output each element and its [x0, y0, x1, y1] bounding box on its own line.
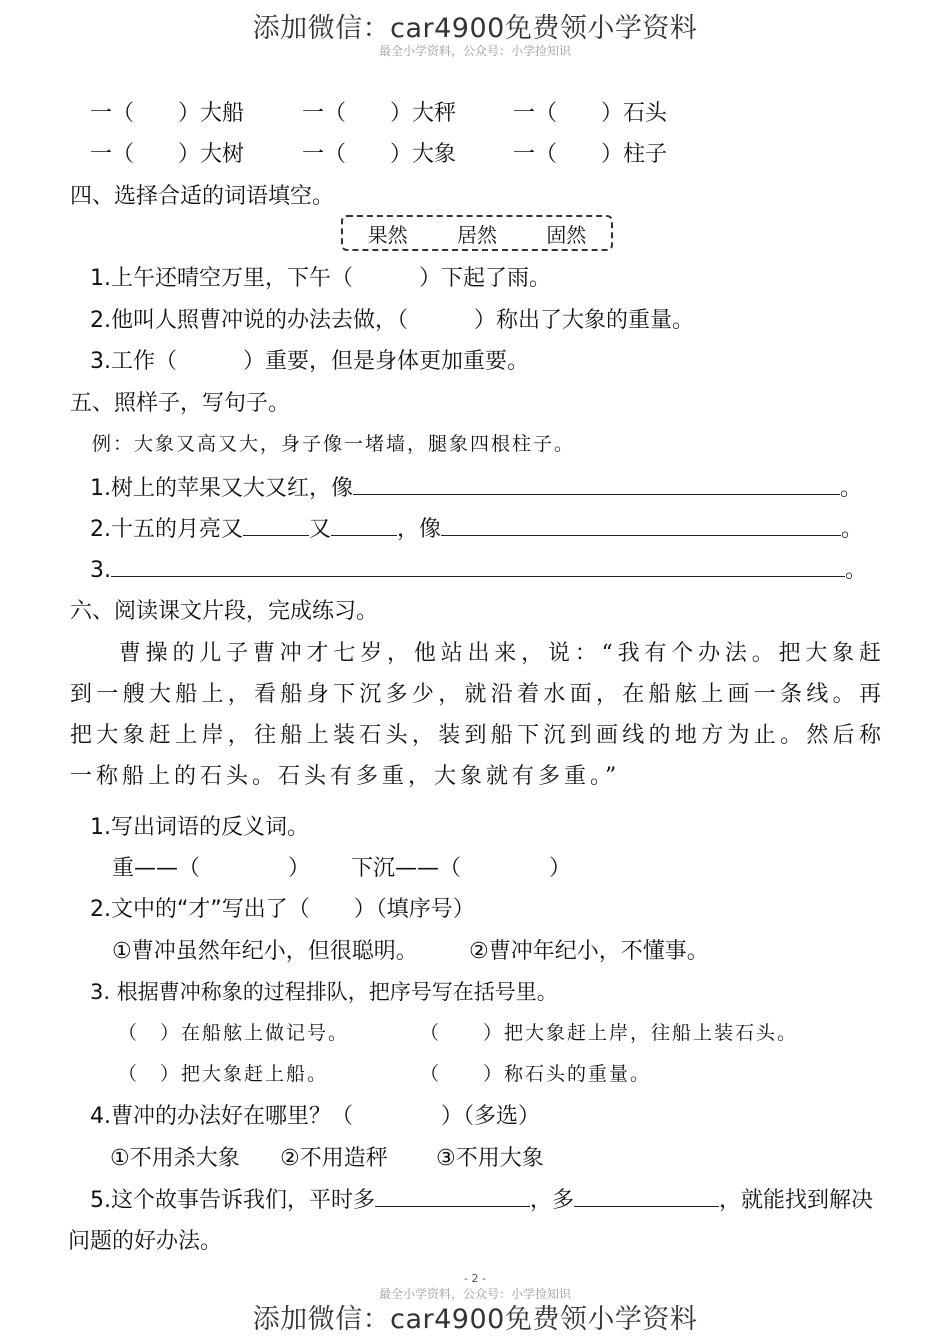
- s6-q1-a: 重——（ ）: [112, 856, 311, 881]
- s6-q3-c: （ ）把大象赶上船。: [118, 1063, 329, 1085]
- answer-line[interactable]: [574, 1186, 719, 1207]
- section-5-title: 五、照样子，写句子。: [70, 391, 291, 416]
- word-choice-3: 固然: [546, 222, 587, 247]
- s4-item-3: 3.工作（ ）重要，但是身体更加重要。: [90, 349, 529, 374]
- s5-item-3: [90, 553, 867, 584]
- measure-word-5: 一（ ）大象: [302, 142, 457, 167]
- footer-faint-text: 最全小学资料，公众号：小学捡知识: [378, 1287, 571, 1301]
- s5-item-1: [90, 471, 862, 502]
- page-number: - 2 -: [464, 1272, 486, 1285]
- s6-q2-option-1: ①曹冲虽然年纪小，但很聪明。: [112, 939, 418, 964]
- s6-q1-b: 下沉——（ ）: [351, 856, 572, 881]
- answer-line[interactable]: [243, 515, 309, 536]
- s6-q3-a: （ ）在船舷上做记号。: [118, 1022, 350, 1044]
- s6-q5-text-a: 5.这个故事告诉我们，平时多: [90, 1188, 375, 1213]
- s5-item-2-text-a: 2.十五的月亮又: [90, 517, 243, 542]
- s4-item-2: 2.他叫人照曹冲说的办法去做，（ ）称出了大象的重量。: [90, 308, 694, 333]
- s6-q2: 2.文中的“才”写出了（ ）（填序号）: [90, 897, 475, 922]
- period: 。: [840, 476, 863, 501]
- s6-q4-option-1: ①不用杀大象: [110, 1146, 240, 1171]
- s5-item-2: [90, 512, 863, 543]
- s6-q3: 3. 根据曹冲称象的过程排队，把序号写在括号里。: [90, 980, 558, 1004]
- s6-q5: [90, 1183, 873, 1214]
- answer-line[interactable]: [111, 556, 845, 577]
- word-choice-box: [341, 215, 613, 251]
- s6-q4-option-2: ②不用造秤: [280, 1146, 388, 1171]
- reading-passage-text: 曹操的儿子曹冲才七岁，他站出来，说：“我有个办法。把大象赶到一艘大船上，看船身下沉多少，就沿着水面，在船舷上画一条线。再把大象赶上岸，往船上装石头，装到船下沉到画线的地方为止。然后称一称船上的石头。石头有多重，大象就有多重。”: [70, 641, 885, 789]
- s5-item-2-text-c: ，像: [397, 517, 442, 542]
- answer-line[interactable]: [353, 474, 840, 495]
- s6-q3-d: （ ）称石头的重量。: [420, 1063, 652, 1085]
- measure-word-4: 一（ ）大树: [90, 142, 245, 167]
- s5-example: 例：大象又高又大，身子像一堵墙，腿象四根柱子。: [92, 433, 576, 455]
- s5-item-2-text-b: 又: [309, 517, 332, 542]
- measure-word-1: 一（ ）大船: [90, 101, 245, 126]
- s6-q2-option-2: ②曹冲年纪小，不懂事。: [469, 939, 709, 964]
- measure-word-6: 一（ ）柱子: [513, 142, 668, 167]
- s6-q4-option-3: ③不用大象: [436, 1146, 544, 1171]
- s4-item-1: 1.上午还晴空万里，下午（ ）下起了雨。: [90, 266, 551, 291]
- s6-q1: 1.写出词语的反义词。: [90, 815, 309, 840]
- word-choice-2: 居然: [456, 222, 497, 247]
- answer-line[interactable]: [331, 515, 397, 536]
- s5-item-3-number: 3.: [90, 558, 111, 583]
- answer-line[interactable]: [441, 515, 841, 536]
- s6-q4: 4.曹冲的办法好在哪里？（ ）（多选）: [90, 1104, 540, 1129]
- answer-line[interactable]: [375, 1186, 530, 1207]
- measure-word-2: 一（ ）大秤: [302, 101, 457, 126]
- section-4-title: 四、选择合适的词语填空。: [70, 184, 335, 209]
- s5-item-1-text: 1.树上的苹果又大又红，像: [90, 476, 353, 501]
- reading-passage: [70, 633, 885, 797]
- s6-q3-b: （ ）把大象赶上岸，往船上装石头。: [420, 1022, 799, 1044]
- word-choice-1: 果然: [367, 222, 408, 247]
- period: 。: [841, 517, 864, 542]
- header-faint-text: 最全小学资料，公众号：小学捡知识: [378, 44, 571, 58]
- period: 。: [845, 558, 868, 583]
- watermark-banner-top: 添加微信：car4900免费领小学资料: [252, 13, 698, 44]
- s6-q5-text-c: ，就能找到解决: [719, 1188, 874, 1213]
- section-6-title: 六、阅读课文片段，完成练习。: [70, 599, 379, 624]
- s6-q5-text-b: ，多: [530, 1188, 575, 1213]
- s6-q5-continuation: 问题的好办法。: [68, 1229, 223, 1254]
- measure-word-3: 一（ ）石头: [513, 101, 668, 126]
- watermark-banner-bottom: 添加微信：car4900免费领小学资料: [252, 1304, 698, 1335]
